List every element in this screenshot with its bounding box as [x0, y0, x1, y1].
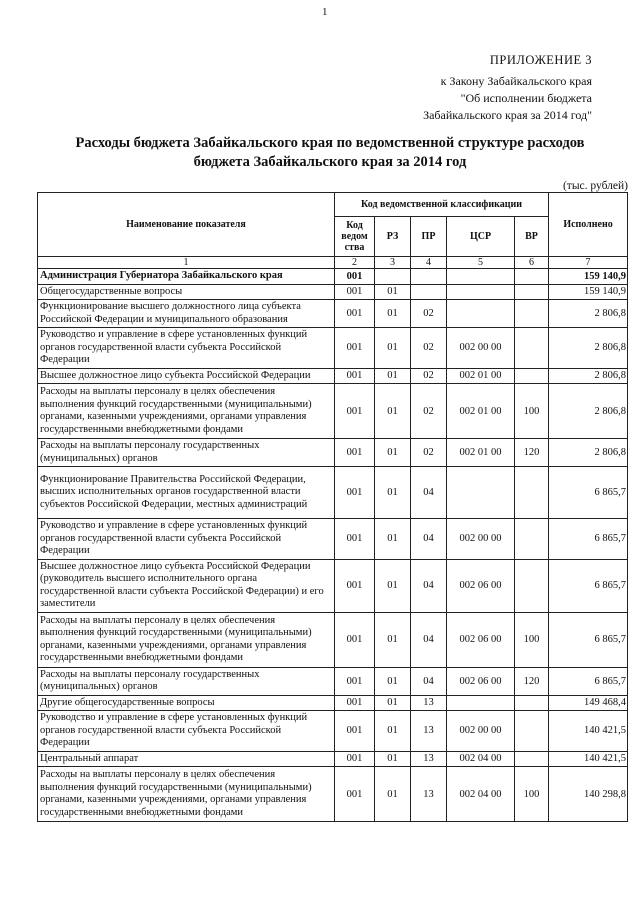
table-row: [38, 667, 628, 695]
row-name: Руководство и управление в сфере установленных функций органов государственной власти субъекта Российской Федерации: [38, 519, 335, 560]
table-row: [38, 467, 628, 519]
row-rz: 01: [375, 467, 411, 519]
row-amount: 6 865,7: [549, 667, 628, 695]
units-label: (тыс. рублей): [562, 180, 628, 192]
row-amount: 159 140,9: [549, 269, 628, 285]
heading-line-2: бюджета Забайкальского края за 2014 год: [193, 154, 467, 170]
row-code: 001: [335, 467, 375, 519]
row-csr: 002 06 00: [447, 667, 515, 695]
table-row: [38, 519, 628, 560]
row-pr: 04: [411, 612, 447, 667]
row-rz: 01: [375, 612, 411, 667]
header-classification: Код ведомственной классификации: [335, 193, 549, 217]
row-code: 001: [335, 300, 375, 328]
appendix-title: ПРИЛОЖЕНИЕ 3: [489, 53, 592, 67]
row-vr: 120: [515, 667, 549, 695]
row-pr: 02: [411, 368, 447, 384]
row-amount: 2 806,8: [549, 439, 628, 467]
row-code: 001: [335, 612, 375, 667]
column-number: 4: [411, 257, 447, 269]
row-vr: [515, 695, 549, 711]
row-rz: 01: [375, 384, 411, 439]
row-name: Общегосударственные вопросы: [38, 284, 335, 300]
row-vr: [515, 467, 549, 519]
row-csr: 002 01 00: [447, 368, 515, 384]
row-pr: 04: [411, 467, 447, 519]
row-vr: [515, 269, 549, 285]
column-number: 7: [549, 257, 628, 269]
header-csr: ЦСР: [447, 217, 515, 257]
row-csr: [447, 300, 515, 328]
row-name: Расходы на выплаты персоналу в целях обеспечения выполнения функций государственными (муниципальными) органами, казенными учреждениями, органами управления государственными внебюджетными фондами: [38, 384, 335, 439]
row-code: 001: [335, 559, 375, 612]
row-code: 001: [335, 667, 375, 695]
table-row: [38, 559, 628, 612]
row-pr: 04: [411, 519, 447, 560]
row-pr: 02: [411, 384, 447, 439]
row-vr: [515, 328, 549, 369]
table-row: [38, 767, 628, 822]
row-amount: 149 468,4: [549, 695, 628, 711]
row-amount: 140 298,8: [549, 767, 628, 822]
table-row: [38, 269, 628, 285]
header-vr: ВР: [515, 217, 549, 257]
row-amount: 2 806,8: [549, 300, 628, 328]
row-amount: 6 865,7: [549, 519, 628, 560]
row-amount: 2 806,8: [549, 328, 628, 369]
row-rz: 01: [375, 695, 411, 711]
expenditure-table: [37, 192, 628, 822]
row-csr: [447, 269, 515, 285]
row-code: 001: [335, 695, 375, 711]
row-name: Администрация Губернатора Забайкальского края: [38, 269, 335, 285]
column-number-row: [38, 257, 628, 269]
row-rz: 01: [375, 328, 411, 369]
row-amount: 159 140,9: [549, 284, 628, 300]
row-pr: 02: [411, 328, 447, 369]
row-vr: [515, 300, 549, 328]
table-row: [38, 612, 628, 667]
row-csr: 002 00 00: [447, 519, 515, 560]
row-csr: 002 00 00: [447, 328, 515, 369]
row-name: Функционирование высшего должностного лица субъекта Российской Федерации и муниципального образования: [38, 300, 335, 328]
row-rz: 01: [375, 559, 411, 612]
row-rz: [375, 269, 411, 285]
table-row: [38, 711, 628, 752]
row-csr: 002 06 00: [447, 612, 515, 667]
heading-line-1: Расходы бюджета Забайкальского края по ведомственной структуре расходов: [75, 135, 585, 151]
column-number: 6: [515, 257, 549, 269]
row-code: 001: [335, 269, 375, 285]
row-csr: [447, 467, 515, 519]
row-amount: 6 865,7: [549, 467, 628, 519]
row-csr: [447, 284, 515, 300]
row-vr: 100: [515, 767, 549, 822]
row-rz: 01: [375, 767, 411, 822]
row-vr: [515, 284, 549, 300]
row-rz: 01: [375, 284, 411, 300]
row-pr: [411, 284, 447, 300]
row-name: Функционирование Правительства Российской Федерации, высших исполнительных органов государственной власти субъектов Российской Федерации, местных администраций: [38, 467, 335, 519]
row-amount: 140 421,5: [549, 751, 628, 767]
row-csr: [447, 695, 515, 711]
document-heading: [60, 134, 600, 172]
table-row: [38, 368, 628, 384]
table-row: [38, 284, 628, 300]
row-rz: 01: [375, 368, 411, 384]
row-pr: [411, 269, 447, 285]
header-name: Наименование показателя: [38, 193, 335, 257]
row-pr: 13: [411, 711, 447, 752]
table-row: [38, 300, 628, 328]
table-row: [38, 695, 628, 711]
row-csr: 002 06 00: [447, 559, 515, 612]
column-number: 5: [447, 257, 515, 269]
row-name: Расходы на выплаты персоналу государственных (муниципальных) органов: [38, 667, 335, 695]
row-amount: 2 806,8: [549, 368, 628, 384]
row-name: Центральный аппарат: [38, 751, 335, 767]
row-code: 001: [335, 384, 375, 439]
row-name: Высшее должностное лицо субъекта Российской Федерации (руководитель высшего исполнительного органа государственной власти субъекта Российской Федерации) и его заместители: [38, 559, 335, 612]
row-pr: 02: [411, 300, 447, 328]
row-vr: 100: [515, 384, 549, 439]
row-rz: 01: [375, 751, 411, 767]
row-vr: [515, 519, 549, 560]
row-name: Руководство и управление в сфере установленных функций органов государственной власти субъекта Российской Федерации: [38, 328, 335, 369]
row-rz: 01: [375, 300, 411, 328]
row-csr: 002 00 00: [447, 711, 515, 752]
row-rz: 01: [375, 711, 411, 752]
header-code: Код ведом ства: [335, 217, 375, 257]
table-row: [38, 384, 628, 439]
row-vr: 120: [515, 439, 549, 467]
row-code: 001: [335, 284, 375, 300]
row-code: 001: [335, 751, 375, 767]
row-pr: 13: [411, 751, 447, 767]
row-pr: 04: [411, 559, 447, 612]
row-vr: [515, 711, 549, 752]
row-rz: 01: [375, 667, 411, 695]
row-pr: 13: [411, 767, 447, 822]
row-pr: 02: [411, 439, 447, 467]
appendix-line-2: "Об исполнении бюджета: [460, 91, 592, 105]
row-name: Расходы на выплаты персоналу государственных (муниципальных) органов: [38, 439, 335, 467]
header-rz: РЗ: [375, 217, 411, 257]
row-vr: [515, 368, 549, 384]
column-number: 1: [38, 257, 335, 269]
row-pr: 13: [411, 695, 447, 711]
row-name: Высшее должностное лицо субъекта Российской Федерации: [38, 368, 335, 384]
appendix-block: [292, 52, 592, 124]
row-name: Расходы на выплаты персоналу в целях обеспечения выполнения функций государственными (муниципальными) органами, казенными учреждениями, органами управления государственными внебюджетными фондами: [38, 612, 335, 667]
row-name: Другие общегосударственные вопросы: [38, 695, 335, 711]
row-amount: 2 806,8: [549, 384, 628, 439]
row-amount: 6 865,7: [549, 559, 628, 612]
row-code: 001: [335, 519, 375, 560]
column-number: 2: [335, 257, 375, 269]
table-row: [38, 328, 628, 369]
row-csr: 002 04 00: [447, 767, 515, 822]
table-body: [38, 269, 628, 822]
column-number: 3: [375, 257, 411, 269]
row-csr: 002 04 00: [447, 751, 515, 767]
row-vr: [515, 559, 549, 612]
row-rz: 01: [375, 519, 411, 560]
table-row: [38, 751, 628, 767]
row-code: 001: [335, 711, 375, 752]
page-number: 1: [322, 6, 328, 18]
row-name: Руководство и управление в сфере установленных функций органов государственной власти субъекта Российской Федерации: [38, 711, 335, 752]
row-amount: 6 865,7: [549, 612, 628, 667]
row-vr: 100: [515, 612, 549, 667]
appendix-line-3: Забайкальского края за 2014 год": [423, 108, 592, 122]
row-name: Расходы на выплаты персоналу в целях обеспечения выполнения функций государственными (муниципальными) органами, казенными учреждениями, органами управления государственными внебюджетными фондами: [38, 767, 335, 822]
table-row: [38, 439, 628, 467]
row-csr: 002 01 00: [447, 384, 515, 439]
row-amount: 140 421,5: [549, 711, 628, 752]
row-code: 001: [335, 767, 375, 822]
appendix-line-1: к Закону Забайкальского края: [440, 74, 592, 88]
row-code: 001: [335, 368, 375, 384]
row-vr: [515, 751, 549, 767]
header-pr: ПР: [411, 217, 447, 257]
row-rz: 01: [375, 439, 411, 467]
row-csr: 002 01 00: [447, 439, 515, 467]
header-done: Исполнено: [549, 193, 628, 257]
row-pr: 04: [411, 667, 447, 695]
row-code: 001: [335, 328, 375, 369]
row-code: 001: [335, 439, 375, 467]
